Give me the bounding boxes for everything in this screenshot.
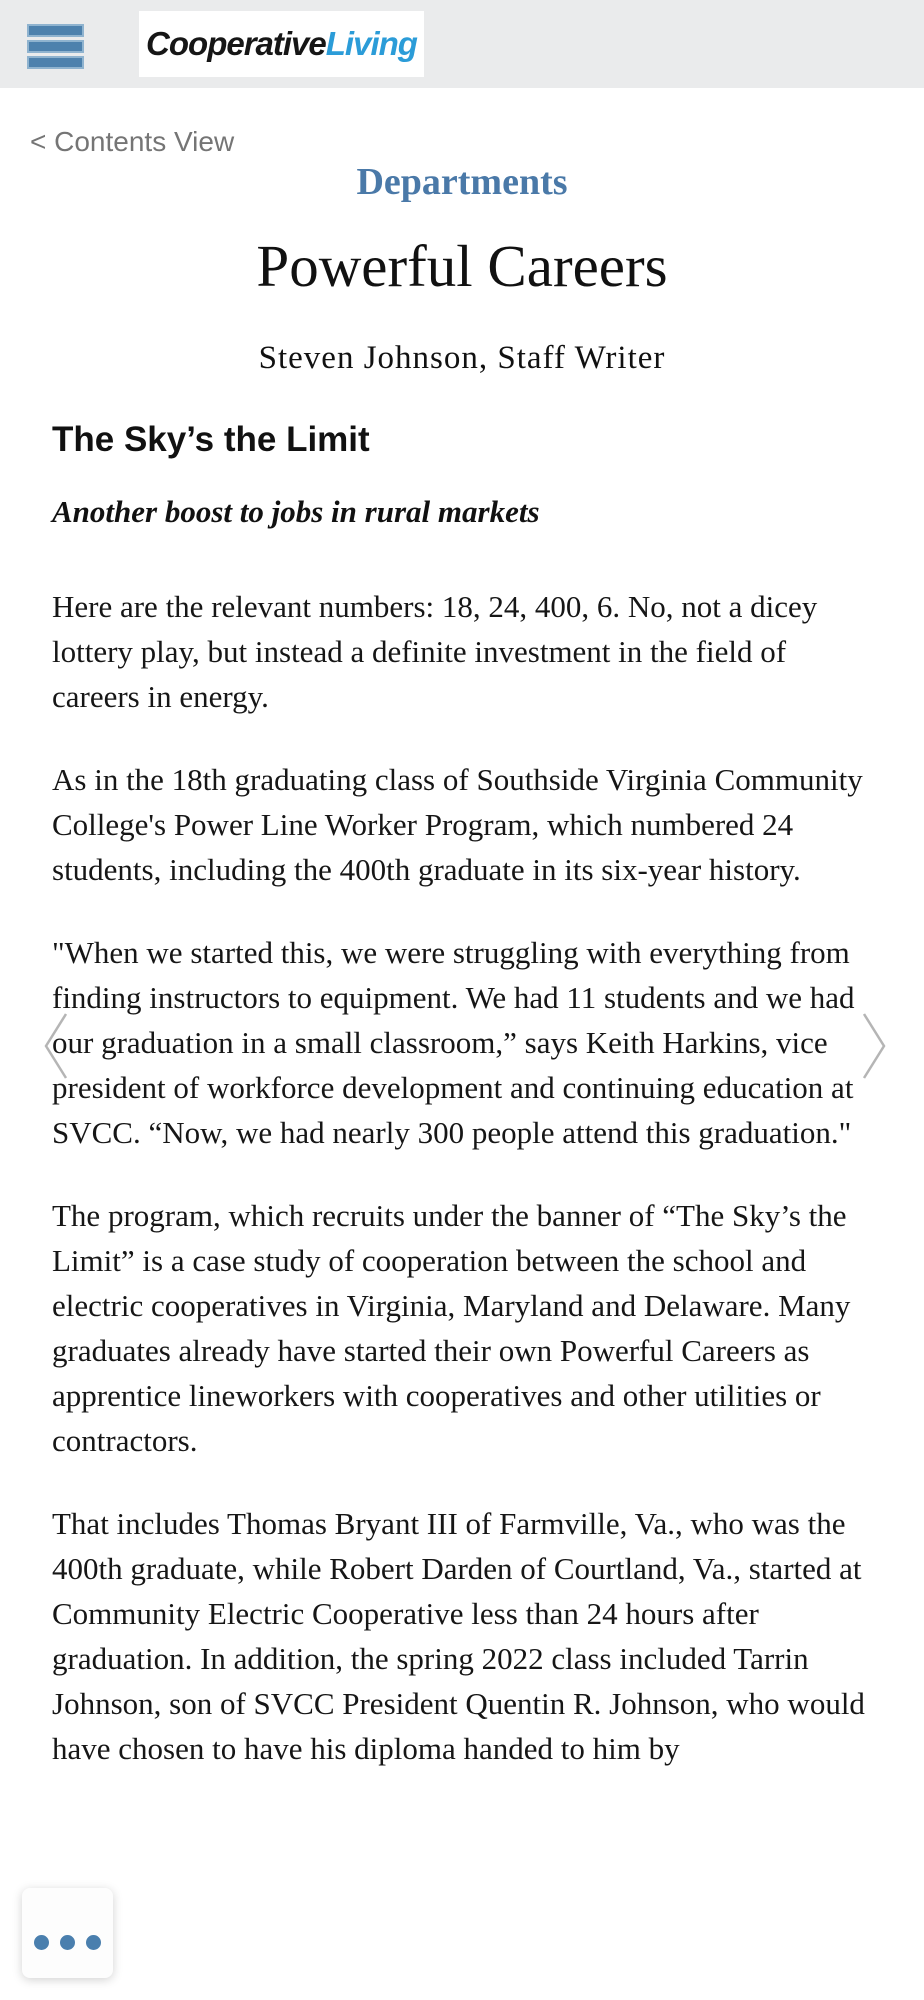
byline: Steven Johnson, Staff Writer <box>258 340 666 376</box>
contents-view-link[interactable]: < Contents View <box>30 126 235 157</box>
article-body <box>52 584 866 1809</box>
logo-text-black: Cooperative <box>146 25 326 62</box>
chevron-right-icon[interactable] <box>858 1010 890 1082</box>
paragraph: That includes Thomas Bryant III of Farmville, Va., who was the 400th graduate, while Robert Darden of Courtland, Va., started at Community Electric Cooperative less than 24 hours after graduation. In addition, the spring 2022 class included Tarrin Johnson, son of SVCC President Quentin R. Johnson, who would have chosen to have his diploma handed to him by <box>52 1506 865 1766</box>
section-kicker: Departments <box>356 161 568 203</box>
ellipsis-icon <box>34 1935 49 1950</box>
article-subheading: Another boost to jobs in rural markets <box>52 494 540 529</box>
chevron-left-icon[interactable] <box>40 1010 72 1082</box>
paragraph: "When we started this, we were struggling with everything from finding instructors to equipment. We had 11 students and we had our graduation in a small classroom,” says Keith Harkins, vice president of workforce development and continuing education at SVCC. “Now, we had nearly 300 people attend this graduation." <box>52 935 855 1150</box>
logo-text-blue: Living <box>325 25 417 62</box>
app-header <box>0 0 924 88</box>
cooperative-living-logo[interactable] <box>139 11 424 77</box>
paragraph: As in the 18th graduating class of Southside Virginia Community College's Power Line Worker Program, which numbered 24 students, including the 400th graduate in its six-year history. <box>52 762 863 887</box>
more-options-button[interactable] <box>22 1888 113 1978</box>
article-heading: The Sky’s the Limit <box>52 420 370 459</box>
hamburger-menu-icon[interactable] <box>27 24 84 69</box>
paragraph: Here are the relevant numbers: 18, 24, 400, 6. No, not a dicey lottery play, but instead a definite investment in the field of careers in energy. <box>52 589 818 714</box>
paragraph: The program, which recruits under the banner of “The Sky’s the Limit” is a case study of cooperation between the school and electric cooperatives in Virginia, Maryland and Delaware. Many graduates already have started their own Powerful Careers as apprentice lineworkers with cooperatives and other utilities or contractors. <box>52 1198 851 1458</box>
page-title: Powerful Careers <box>256 233 668 299</box>
